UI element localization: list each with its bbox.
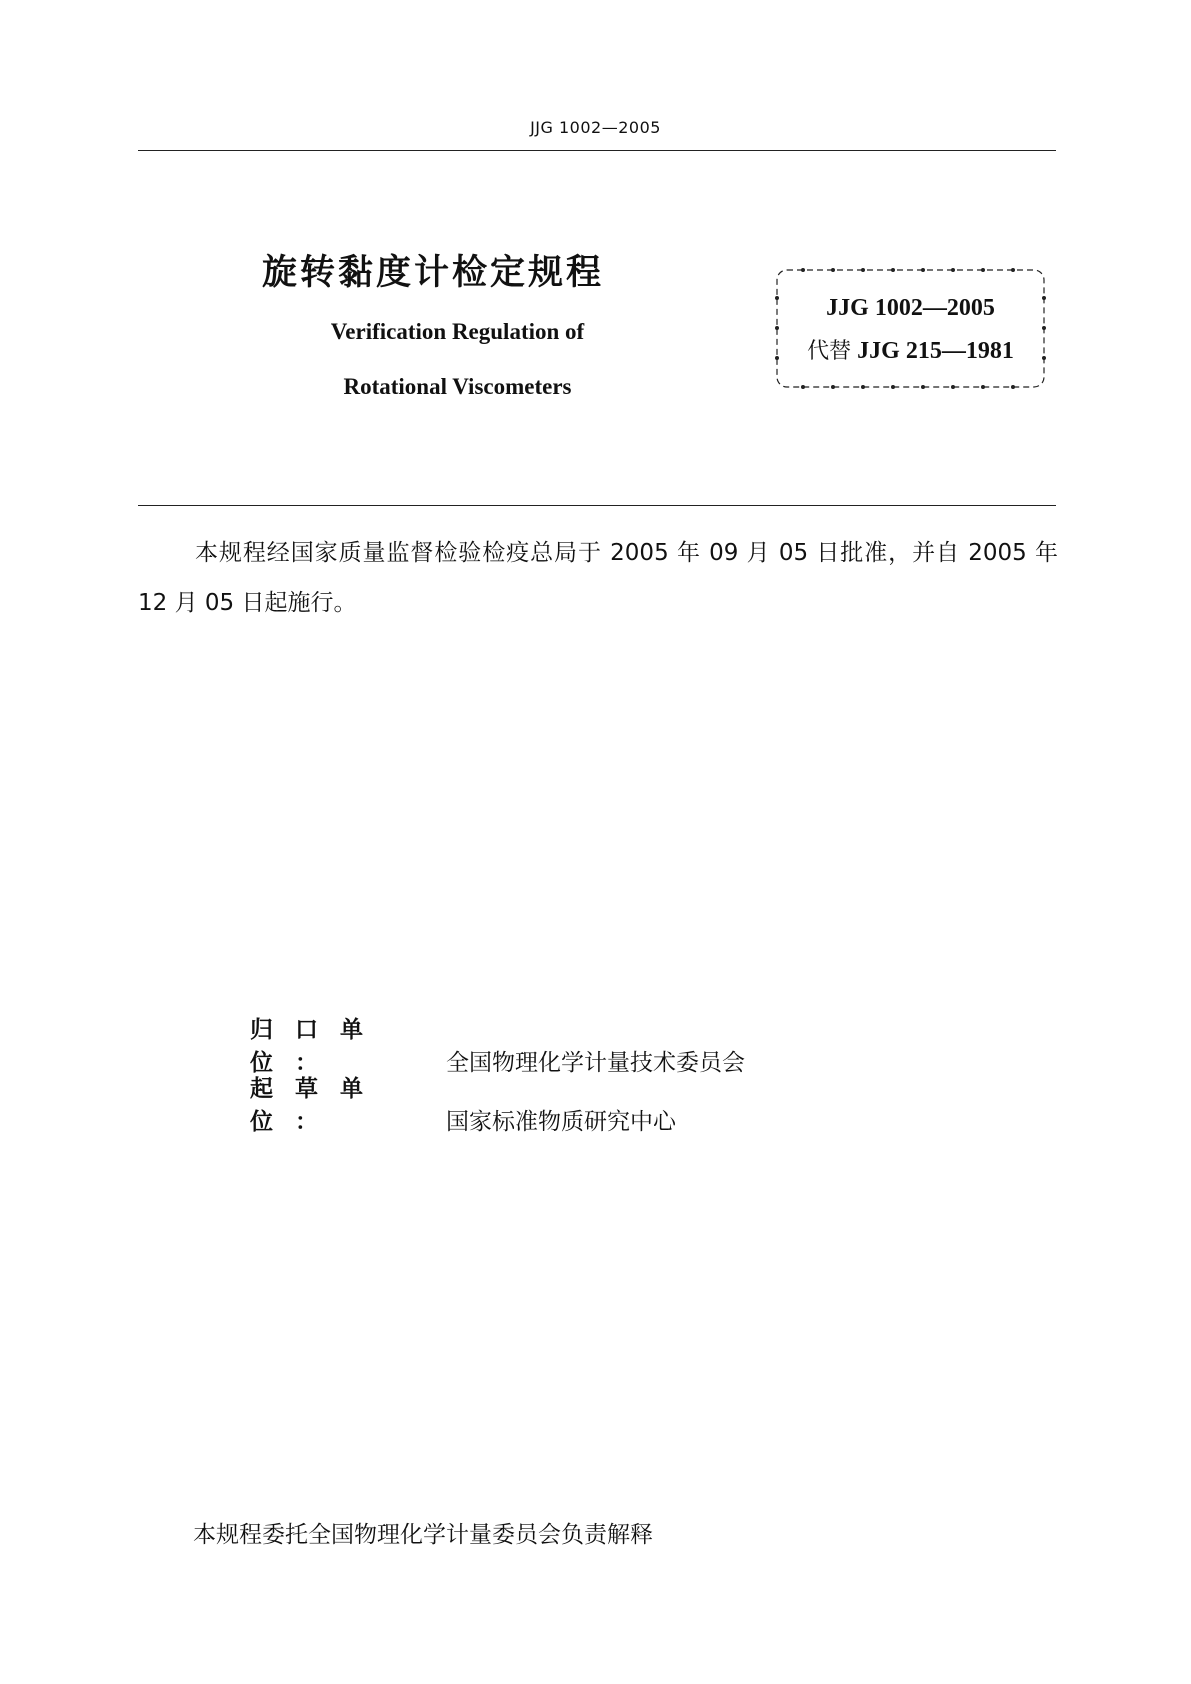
replaced-code: JJG 215—1981 xyxy=(857,338,1014,364)
drafting-unit-row xyxy=(250,1070,676,1136)
drafting-unit-label: 起草单位： xyxy=(250,1076,385,1135)
interpretation-note: 本规程委托全国物理化学计量委员会负责解释 xyxy=(193,1522,653,1548)
header-standard-code: JJG 1002—2005 xyxy=(530,118,661,137)
standard-code-box xyxy=(773,266,1048,391)
responsible-unit-row xyxy=(250,1011,745,1077)
decorative-border xyxy=(773,266,1048,391)
responsible-unit-label: 归口单位： xyxy=(250,1017,385,1076)
section-rule xyxy=(138,505,1056,506)
title-chinese: 旋转黏度计检定规程 xyxy=(262,253,605,293)
header-rule xyxy=(138,150,1056,151)
approval-paragraph: 本规程经国家质量监督检验检疫总局于 2005 年 09 月 05 日批准，并自 2005 年 12 月 05 日起施行。 xyxy=(138,540,1058,616)
drafting-unit-value: 国家标准物质研究中心 xyxy=(446,1109,676,1135)
title-english-line-2: Rotational Viscometers xyxy=(343,374,572,399)
responsible-unit-value: 全国物理化学计量技术委员会 xyxy=(446,1050,745,1076)
replaces-prefix: 代替 xyxy=(807,339,852,364)
title-english-line-1: Verification Regulation of xyxy=(330,319,585,344)
replaces-line xyxy=(773,334,1048,365)
standard-code: JJG 1002—2005 xyxy=(826,295,995,321)
